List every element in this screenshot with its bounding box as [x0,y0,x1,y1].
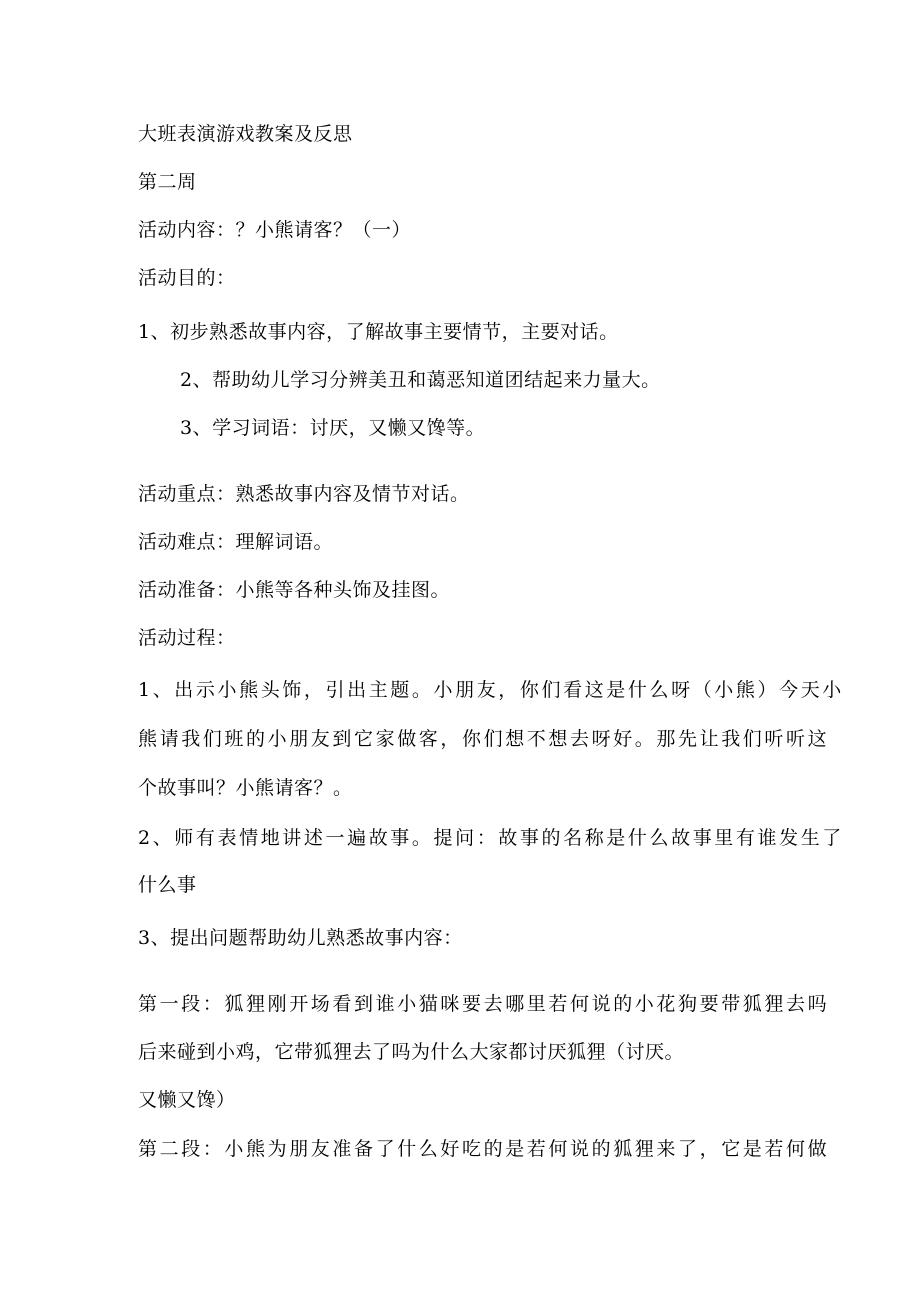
key-point: 活动重点：熟悉故事内容及情节对话。 [138,483,470,505]
step-line: 个故事叫？小熊请客？。 [138,777,353,799]
goal-item: 1、初步熟悉故事内容，了解故事主要情节，主要对话。 [138,321,619,343]
step-line: 什么事 [138,874,197,896]
preparation: 活动准备：小熊等各种头饰及挂图。 [138,579,451,601]
goal-item: 3、学习词语：讨厌，又懒又馋等。 [180,417,486,439]
goal-heading: 活动目的： [138,267,236,289]
section-line: 又懒又馋） [138,1089,236,1111]
goal-item: 2、帮助幼儿学习分辨美丑和蔼恶知道团结起来力量大。 [180,369,661,391]
document-title: 大班表演游戏教案及反思 [138,123,353,145]
section-line: 第一段：狐狸刚开场看到谁小猫咪要去哪里若何说的小花狗要带狐狸去吗 [138,993,830,1015]
step-line: 2、师有表情地讲述一遍故事。提问：故事的名称是什么故事里有谁发生了 [138,827,844,849]
week-label: 第二周 [138,171,197,193]
activity-content: 活动内容：？小熊请客？（一） [138,219,412,241]
section-line: 后来碰到小鸡，它带狐狸去了吗为什么大家都讨厌狐狸（讨厌。 [138,1041,685,1063]
step-line: 1、出示小熊头饰，引出主题。小朋友，你们看这是什么呀（小熊）今天小 [138,679,844,701]
step-line: 3、提出问题帮助幼儿熟悉故事内容： [138,927,463,949]
difficulty: 活动难点：理解词语。 [138,531,334,553]
process-heading: 活动过程： [138,627,236,649]
section-line: 第二段：小熊为朋友准备了什么好吃的是若何说的狐狸来了，它是若何做 [138,1138,830,1160]
step-line: 熊请我们班的小朋友到它家做客，你们想不想去呀好。那先让我们听听这 [138,728,830,750]
